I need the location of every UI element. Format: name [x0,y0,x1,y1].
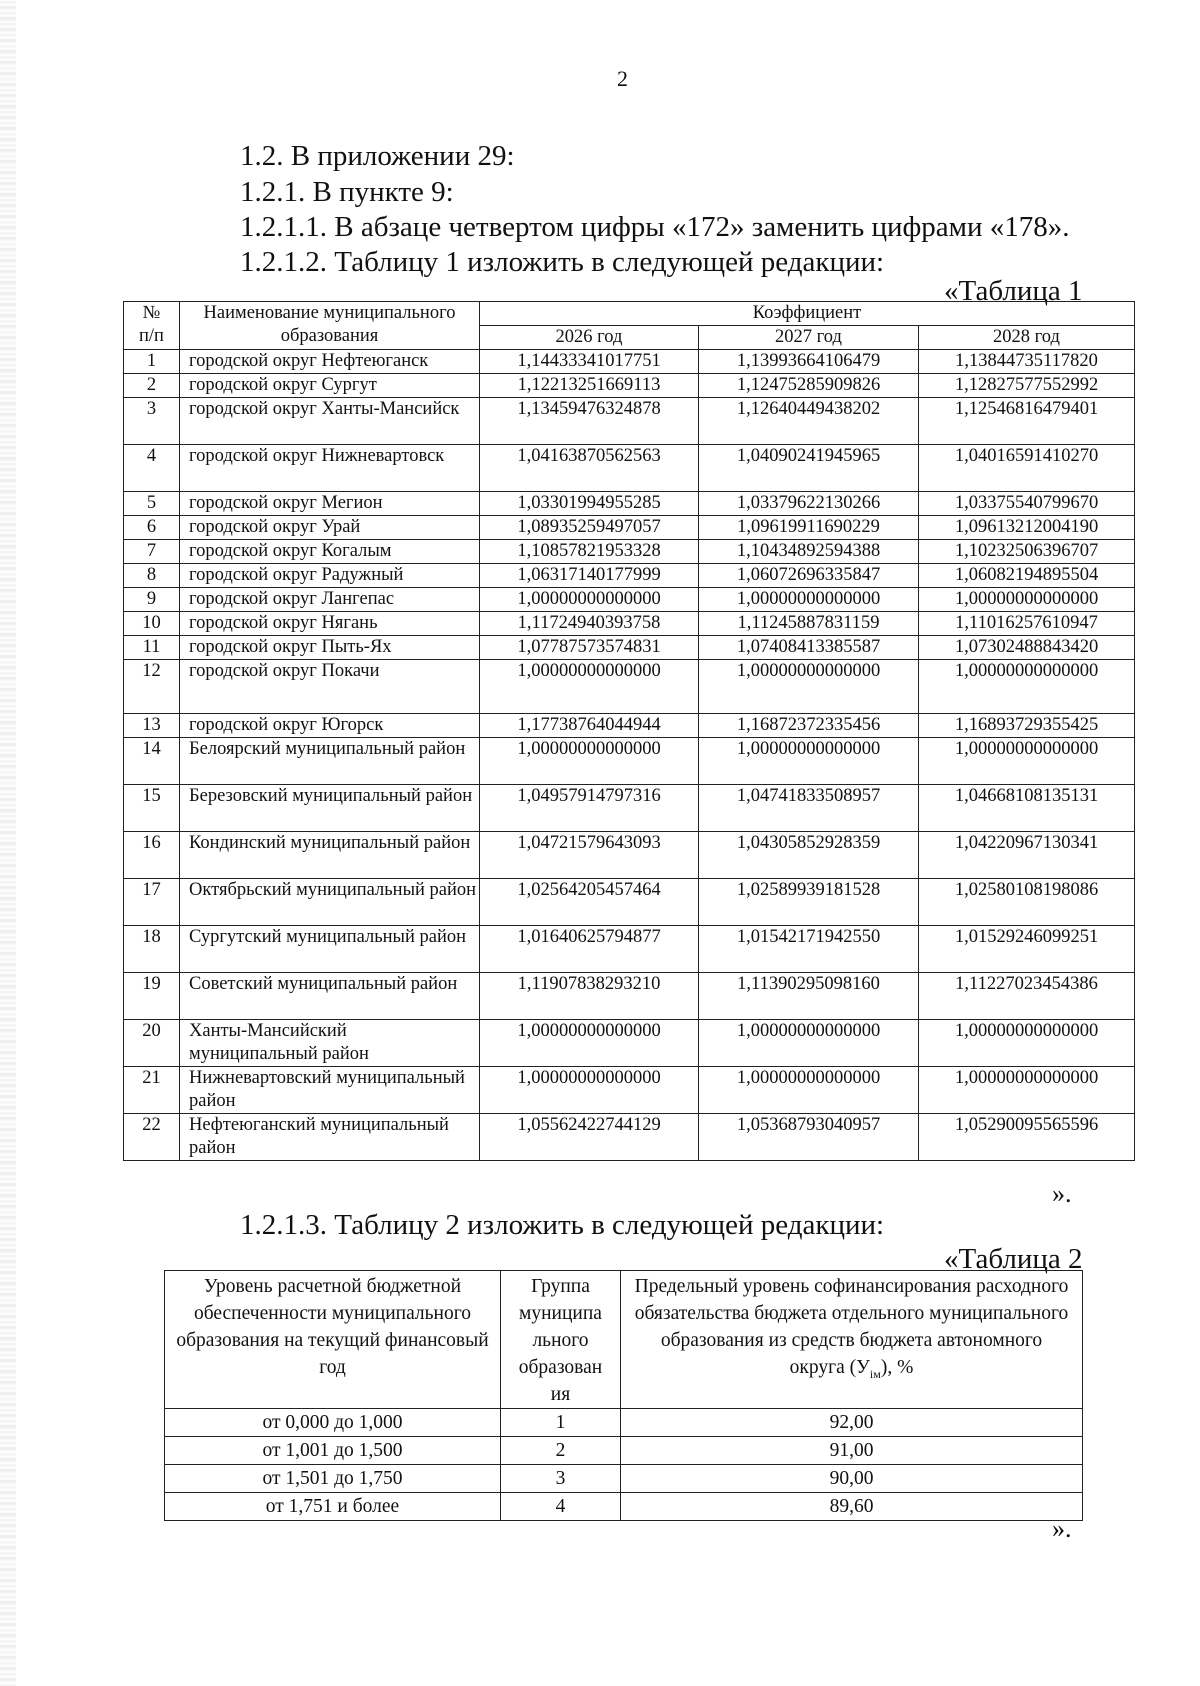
coef-2026-cell: 1,08935259497057 [480,516,699,540]
coef-2026-cell: 1,03301994955285 [480,492,699,516]
coef-2028-cell: 1,00000000000000 [919,1067,1135,1114]
table2-caption: «Таблица 2 [944,1243,1083,1275]
row-number-cell: 18 [124,926,180,973]
municipality-name-cell: Белоярский муниципальный район [180,738,480,785]
col-header-municipality: Наименование муниципального образования [180,302,480,350]
coef-2027-cell: 1,13993664106479 [699,350,919,374]
paragraph-1-2-1-3: 1.2.1.3. Таблицу 2 изложить в следующей редакции: [240,1209,885,1241]
municipality-name-cell: Березовский муниципальный район [180,785,480,832]
row-number-cell: 12 [124,660,180,714]
coef-2026-cell: 1,04957914797316 [480,785,699,832]
row-number-cell: 13 [124,714,180,738]
coef-2028-cell: 1,06082194895504 [919,564,1135,588]
coef-2028-cell: 1,04220967130341 [919,832,1135,879]
coef-2026-cell: 1,05562422744129 [480,1114,699,1161]
coef-2026-cell: 1,10857821953328 [480,540,699,564]
table-row [124,492,1135,516]
cofinancing-value-cell: 91,00 [621,1437,1083,1465]
municipality-name-cell: городской округ Пыть-Ях [180,636,480,660]
coef-2027-cell: 1,00000000000000 [699,660,919,714]
row-number-cell: 14 [124,738,180,785]
row-number-cell: 11 [124,636,180,660]
municipality-name-cell: городской округ Радужный [180,564,480,588]
coef-2028-cell: 1,11227023454386 [919,973,1135,1020]
coef-2028-cell: 1,07302488843420 [919,636,1135,660]
table-row [124,1020,1135,1067]
row-number-cell: 19 [124,973,180,1020]
row-number-cell: 21 [124,1067,180,1114]
table1-caption: «Таблица 1 [944,275,1083,307]
coef-2027-cell: 1,03379622130266 [699,492,919,516]
coef-2027-cell: 1,00000000000000 [699,1067,919,1114]
table-row [124,1114,1135,1161]
coef-2028-cell: 1,13844735117820 [919,350,1135,374]
municipality-name-cell: городской округ Нягань [180,612,480,636]
municipality-name-cell: городской округ Когалым [180,540,480,564]
table-row [124,738,1135,785]
coef-2026-cell: 1,00000000000000 [480,738,699,785]
coefficient-table-body [124,350,1135,1161]
municipality-name-cell: городской округ Югорск [180,714,480,738]
table-row [165,1437,1083,1465]
group-cell: 4 [501,1493,621,1521]
col-header-year-2026: 2026 год [480,326,699,350]
table-row [124,926,1135,973]
coef-2028-cell: 1,04016591410270 [919,445,1135,492]
table-row [124,374,1135,398]
row-number-cell: 5 [124,492,180,516]
table-row [124,714,1135,738]
municipality-name-cell: Советский муниципальный район [180,973,480,1020]
cofinancing-value-cell: 92,00 [621,1409,1083,1437]
budget-range-cell: от 0,000 до 1,000 [165,1409,501,1437]
coef-2027-cell: 1,00000000000000 [699,588,919,612]
coef-2028-cell: 1,01529246099251 [919,926,1135,973]
coef-2027-cell: 1,11245887831159 [699,612,919,636]
municipality-name-cell: Октябрьский муниципальный район [180,879,480,926]
table-row [165,1493,1083,1521]
coef-2026-cell: 1,17738764044944 [480,714,699,738]
table-row [165,1465,1083,1493]
coef-2026-cell: 1,07787573574831 [480,636,699,660]
municipality-name-cell: Сургутский муниципальный район [180,926,480,973]
row-number-cell: 2 [124,374,180,398]
municipality-name-cell: Кондинский муниципальный район [180,832,480,879]
table-row [124,1067,1135,1114]
paragraph-1-2-1-2: 1.2.1.2. Таблицу 1 изложить в следующей редакции: [240,246,885,278]
table-row [124,516,1135,540]
row-number-cell: 7 [124,540,180,564]
coef-2026-cell: 1,02564205457464 [480,879,699,926]
coef-2026-cell: 1,00000000000000 [480,1067,699,1114]
cofinancing-value-cell: 89,60 [621,1493,1083,1521]
cofinancing-value-cell: 90,00 [621,1465,1083,1493]
row-number-cell: 16 [124,832,180,879]
row-number-cell: 9 [124,588,180,612]
coef-2027-cell: 1,02589939181528 [699,879,919,926]
coef-2028-cell: 1,09613212004190 [919,516,1135,540]
coef-2028-cell: 1,02580108198086 [919,879,1135,926]
paragraph-1-2: 1.2. В приложении 29: [240,140,515,172]
coef-2028-cell: 1,03375540799670 [919,492,1135,516]
table1-closing-quote: ». [1052,1179,1072,1208]
table-row [124,973,1135,1020]
coef-2028-cell: 1,11016257610947 [919,612,1135,636]
budget-range-cell: от 1,501 до 1,750 [165,1465,501,1493]
row-number-cell: 10 [124,612,180,636]
row-number-cell: 3 [124,398,180,445]
coef-2028-cell: 1,00000000000000 [919,738,1135,785]
coef-2027-cell: 1,01542171942550 [699,926,919,973]
col-header-coefficient: Коэффициент [480,302,1135,326]
coef-2027-cell: 1,09619911690229 [699,516,919,540]
coef-2027-cell: 1,04305852928359 [699,832,919,879]
coef-2027-cell: 1,12475285909826 [699,374,919,398]
coef-2026-cell: 1,00000000000000 [480,660,699,714]
coef-2027-cell: 1,06072696335847 [699,564,919,588]
municipality-name-cell: Ханты-Мансийский муниципальный район [180,1020,480,1067]
municipality-name-cell: городской округ Урай [180,516,480,540]
row-number-cell: 22 [124,1114,180,1161]
col-header-number: № п/п [124,302,180,350]
col-header-year-2027: 2027 год [699,326,919,350]
coef-2026-cell: 1,14433341017751 [480,350,699,374]
table-row [124,636,1135,660]
coef-2026-cell: 1,11724940393758 [480,612,699,636]
group-cell: 3 [501,1465,621,1493]
coef-2028-cell: 1,00000000000000 [919,1020,1135,1067]
row-number-cell: 8 [124,564,180,588]
municipality-name-cell: Нижневартовский муниципальный район [180,1067,480,1114]
municipality-name-cell: городской округ Нижневартовск [180,445,480,492]
table-row [124,398,1135,445]
coef-2026-cell: 1,01640625794877 [480,926,699,973]
coef-2028-cell: 1,00000000000000 [919,588,1135,612]
table-row [124,660,1135,714]
cofinancing-table-body [165,1409,1083,1521]
coef-2027-cell: 1,05368793040957 [699,1114,919,1161]
coef-2026-cell: 1,13459476324878 [480,398,699,445]
row-number-cell: 1 [124,350,180,374]
coef-2027-cell: 1,00000000000000 [699,1020,919,1067]
coef-2026-cell: 1,11907838293210 [480,973,699,1020]
col-header-group: Группа муниципа льного образован ия [501,1271,621,1409]
row-number-cell: 6 [124,516,180,540]
table-row [124,785,1135,832]
group-cell: 1 [501,1409,621,1437]
coef-2026-cell: 1,06317140177999 [480,564,699,588]
table-row [165,1409,1083,1437]
coef-2027-cell: 1,12640449438202 [699,398,919,445]
table2-closing-quote: ». [1052,1514,1072,1543]
paragraph-1-2-1: 1.2.1. В пункте 9: [240,176,454,208]
table-row [124,540,1135,564]
scan-edge-noise [0,0,16,1686]
group-cell: 2 [501,1437,621,1465]
municipality-name-cell: городской округ Покачи [180,660,480,714]
table-row [124,879,1135,926]
table-row [124,350,1135,374]
coef-2028-cell: 1,05290095565596 [919,1114,1135,1161]
coefficient-table [123,301,1135,1161]
municipality-name-cell: городской округ Нефтеюганск [180,350,480,374]
coef-2026-cell: 1,12213251669113 [480,374,699,398]
budget-range-cell: от 1,001 до 1,500 [165,1437,501,1465]
municipality-name-cell: городской округ Сургут [180,374,480,398]
row-number-cell: 20 [124,1020,180,1067]
coef-2028-cell: 1,16893729355425 [919,714,1135,738]
row-number-cell: 4 [124,445,180,492]
paragraph-1-2-1-1: 1.2.1.1. В абзаце четвертом цифры «172» заменить цифрами «178». [240,211,1070,243]
table-row [124,832,1135,879]
coef-2028-cell: 1,12546816479401 [919,398,1135,445]
coef-2028-cell: 1,04668108135131 [919,785,1135,832]
coef-2028-cell: 1,00000000000000 [919,660,1135,714]
coef-2026-cell: 1,00000000000000 [480,588,699,612]
coef-2027-cell: 1,04741833508957 [699,785,919,832]
municipality-name-cell: городской округ Ханты-Мансийск [180,398,480,445]
page-number: 2 [617,66,628,91]
coef-2027-cell: 1,10434892594388 [699,540,919,564]
municipality-name-cell: городской округ Лангепас [180,588,480,612]
table-row [124,445,1135,492]
coef-2028-cell: 1,12827577552992 [919,374,1135,398]
table-row [124,588,1135,612]
budget-range-cell: от 1,751 и более [165,1493,501,1521]
col-header-year-2028: 2028 год [919,326,1135,350]
col-header-budget-level: Уровень расчетной бюджетной обеспеченности муниципального образования на текущий финансовый год [165,1271,501,1409]
table-row [124,612,1135,636]
coef-2027-cell: 1,11390295098160 [699,973,919,1020]
coef-2026-cell: 1,04163870562563 [480,445,699,492]
municipality-name-cell: Нефтеюганский муниципальный район [180,1114,480,1161]
coef-2027-cell: 1,04090241945965 [699,445,919,492]
coef-2027-cell: 1,00000000000000 [699,738,919,785]
col-header-cofinancing-level: Предельный уровень софинансирования расходного обязательства бюджета отдельного муниципального образования из средств бюджета автономного округа $(У_{iм})$, % [621,1271,1083,1409]
municipality-name-cell: городской округ Мегион [180,492,480,516]
row-number-cell: 17 [124,879,180,926]
coef-2027-cell: 1,07408413385587 [699,636,919,660]
cofinancing-table [164,1270,1083,1521]
coef-2026-cell: 1,04721579643093 [480,832,699,879]
table-row [124,564,1135,588]
row-number-cell: 15 [124,785,180,832]
coef-2028-cell: 1,10232506396707 [919,540,1135,564]
coef-2027-cell: 1,16872372335456 [699,714,919,738]
coef-2026-cell: 1,00000000000000 [480,1020,699,1067]
